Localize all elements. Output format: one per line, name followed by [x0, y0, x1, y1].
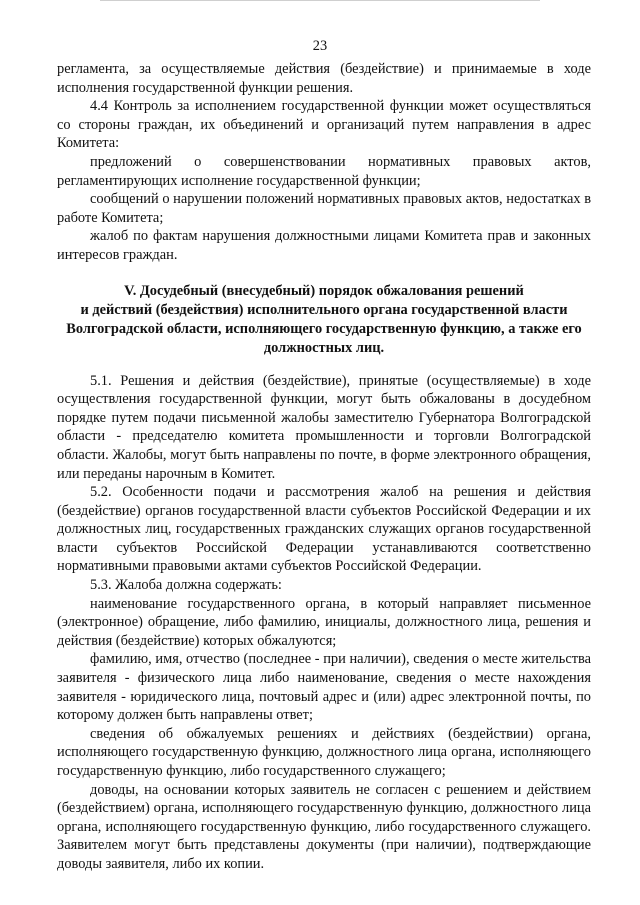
heading-line: должностных лиц.	[263, 339, 385, 356]
section-4-paragraphs	[57, 60, 591, 265]
section-heading	[57, 282, 591, 358]
paragraph: 5.3. Жалоба должна содержать:	[90, 577, 282, 594]
paragraph: сообщений о нарушении положений нормативных правовых актов, недостатках в работе Комитета;	[57, 191, 591, 226]
paragraph: доводы, на основании которых заявитель не согласен с решением и действием (бездействием) органа, исполняющего государственную функцию, должностного лица органа, исполняющего государственную функцию, либо государственного служащего. Заявителем могут быть представлены документы (при наличии), подтверждающие доводы заявителя, либо их копии.	[57, 781, 591, 872]
paragraph: 5.2. Особенности подачи и рассмотрения жалоб на решения и действия (бездействие) органов государственной власти субъектов Российской Федерации и их должностных лиц, государственных гражданских служащих органов государственной власти субъектов Российской Федерации устанавливаются соответственно нормативными правовыми актами субъектов Российской Федерации.	[57, 484, 591, 575]
paragraph: 4.4 Контроль за исполнением государственной функции может осуществляться со стороны граждан, их объединений и организаций путем направления в адрес Комитета:	[57, 98, 591, 152]
section-5-paragraphs	[57, 372, 591, 874]
paragraph: жалоб по фактам нарушения должностными лицами Комитета прав и законных интересов граждан.	[57, 228, 591, 263]
heading-line: V. Досудебный (внесудебный) порядок обжалования решений	[124, 282, 524, 299]
heading-line: и действий (бездействия) исполнительного органа государственной власти	[80, 301, 568, 318]
page-number: 23	[312, 38, 328, 54]
heading-line: Волгоградской области, исполняющего государственную функцию, а также его	[66, 320, 582, 337]
paragraph: регламента, за осуществляемые действия (бездействие) и принимаемые в ходе исполнения государственной функции решения.	[57, 61, 591, 96]
page-body	[57, 60, 591, 874]
paragraph: наименование государственного органа, в который направляет письменное (электронное) обращение, либо фамилию, инициалы, должностного лица, решения и действия (бездействие) которых обжалуются;	[57, 595, 591, 649]
paragraph: 5.1. Решения и действия (бездействие), принятые (осуществляемые) в ходе осуществления государственной функции, могут быть обжалованы в досудебном порядке путем подачи письменной жалобы заместителю Губернатора Волгоградской области - председателю комитета промышленности и торговли Волгоградской области. Жалобы, могут быть направлены по почте, в форме электронного обращения, или переданы нарочным в Комитет.	[57, 372, 591, 482]
paragraph: фамилию, имя, отчество (последнее - при наличии), сведения о месте жительства заявителя - физического лица либо наименование, сведения о месте нахождения заявителя - юридического лица, почтовый адрес и (или) адрес электронной почты, по которому должен быть направлены ответ;	[57, 651, 591, 724]
scan-edge-line	[100, 0, 540, 1]
paragraph: предложений о совершенствовании нормативных правовых актов, регламентирующих исполнение государственной функции;	[57, 153, 591, 189]
paragraph: сведения об обжалуемых решениях и действиях (бездействии) органа, исполняющего государственную функцию, должностного лица органа, исполняющего государственную функцию, либо государственного служащего;	[57, 725, 591, 779]
